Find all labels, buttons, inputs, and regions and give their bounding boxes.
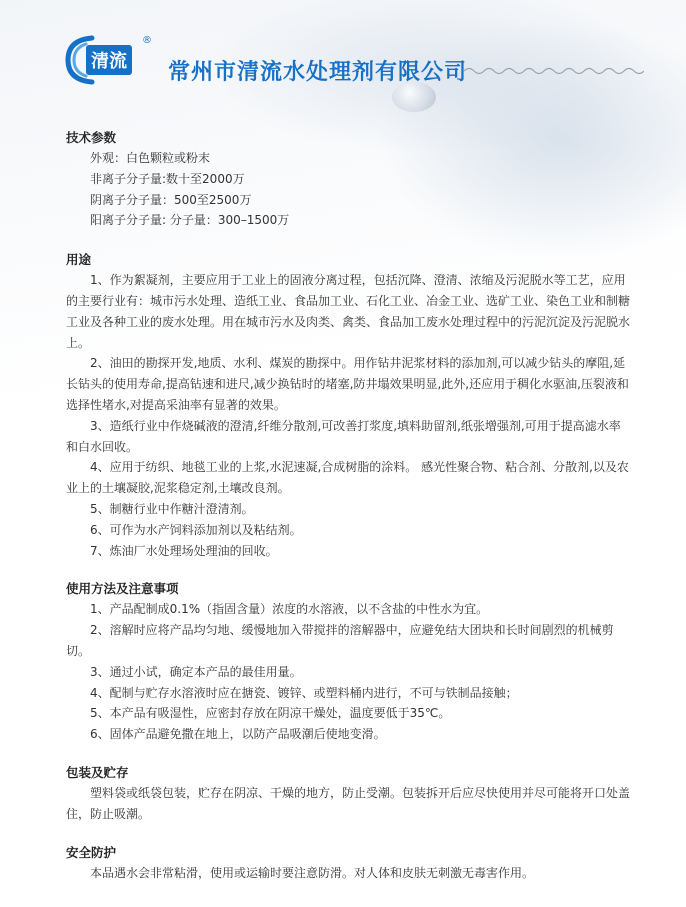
param-item: 非离子分子量:数十至2000万 <box>90 171 245 186</box>
paragraph: 6、可作为水产饲料添加剂以及粘结剂。 <box>90 522 302 537</box>
paragraph: 2、油田的勘探开发,地质、水利、煤炭的勘探中。用作钻井泥浆材料的添加剂,可以减少钻头的摩阻,延长钻头的使用寿命,提高钻速和进尺,减少换钻时的堵塞,防井塌效果明显,此外,还应用于稠化水驱油,压裂液和选择性堵水,对提高采油率有显著的效果。 <box>66 356 629 412</box>
header <box>0 0 686 100</box>
paragraph: 塑料袋或纸袋包装，贮存在阴凉、干燥的地方，防止受潮。包装拆开后应尽快使用并尽可能将开口处盖住，防止吸潮。 <box>66 785 631 821</box>
paragraph: 7、炼油厂水处理场处理油的回收。 <box>90 543 278 558</box>
paragraph: 3、造纸行业中作烧碱液的澄清,纤维分散剂,可改善打浆度,填料助留剂,纸张增强剂,可用于提高滤水率和白水回收。 <box>66 418 621 454</box>
content <box>66 128 632 883</box>
paragraph: 2、溶解时应将产品均匀地、缓慢地加入带搅拌的溶解器中，应避免结大团块和长时间剧烈的机械剪切。 <box>66 623 614 658</box>
param-item: 外观：白色颗粒或粉末 <box>90 151 211 165</box>
wave-decoration-icon <box>464 66 644 76</box>
paragraph: 5、本产品有吸湿性，应密封存放在阴凉干燥处，温度要低于35℃。 <box>90 706 451 721</box>
paragraph: 1、产品配制成0.1%（指固含量）浓度的水溶液，以不含盐的中性水为宜。 <box>90 602 489 617</box>
paragraph: 6、固体产品避免撒在地上，以防产品吸潮后使地变滑。 <box>90 727 386 742</box>
section-title: 技术参数 <box>66 130 117 145</box>
registered-mark: ® <box>142 35 152 46</box>
section-usage <box>66 250 632 561</box>
logo-text: 清流 <box>91 51 127 72</box>
section-title: 包装及贮存 <box>66 764 129 780</box>
section-safety <box>66 843 632 884</box>
paragraph: 3、通过小试，确定本产品的最佳用量。 <box>90 664 302 679</box>
paragraph: 1、作为絮凝剂，主要应用于工业上的固液分离过程，包括沉降、澄清、浓缩及污泥脱水等工艺，应用的主要行业有：城市污水处理、造纸工业、食品加工业、石化工业、冶金工业、选矿工业、染色工业和制糖工业及各种工业的废水处理。用在城市污水及肉类、禽类、食品加工废水处理过程中的污泥沉淀及污泥脱水上。 <box>66 273 631 350</box>
section-storage <box>66 763 632 825</box>
company-logo-icon <box>62 32 154 88</box>
param-item: 阴离子分子量：500至2500万 <box>90 192 252 207</box>
section-usage-method <box>66 579 632 745</box>
section-tech-params <box>66 128 632 231</box>
section-title: 用途 <box>66 252 92 268</box>
param-item: 阳离子分子量: 分子量：300–1500万 <box>90 213 290 228</box>
company-name: 常州市清流水处理剂有限公司 <box>168 60 468 85</box>
section-title: 安全防护 <box>66 844 117 860</box>
paragraph: 4、配制与贮存水溶液时应在搪瓷、镀锌、或塑料桶内进行，不可与铁制品接触； <box>90 685 518 700</box>
section-title: 使用方法及注意事项 <box>66 581 179 597</box>
paragraph: 本品遇水会非常粘滑，使用或运输时要注意防滑。对人体和皮肤无刺激无毒害作用。 <box>90 865 535 880</box>
paragraph: 5、制糖行业中作糖汁澄清剂。 <box>90 501 254 516</box>
paragraph: 4、应用于纺织、地毯工业的上浆,水泥速凝,合成树脂的涂料。 感光性聚合物、粘合剂、分散剂,以及农业上的土壤凝胶,泥浆稳定剂,土壤改良剂。 <box>66 460 629 496</box>
